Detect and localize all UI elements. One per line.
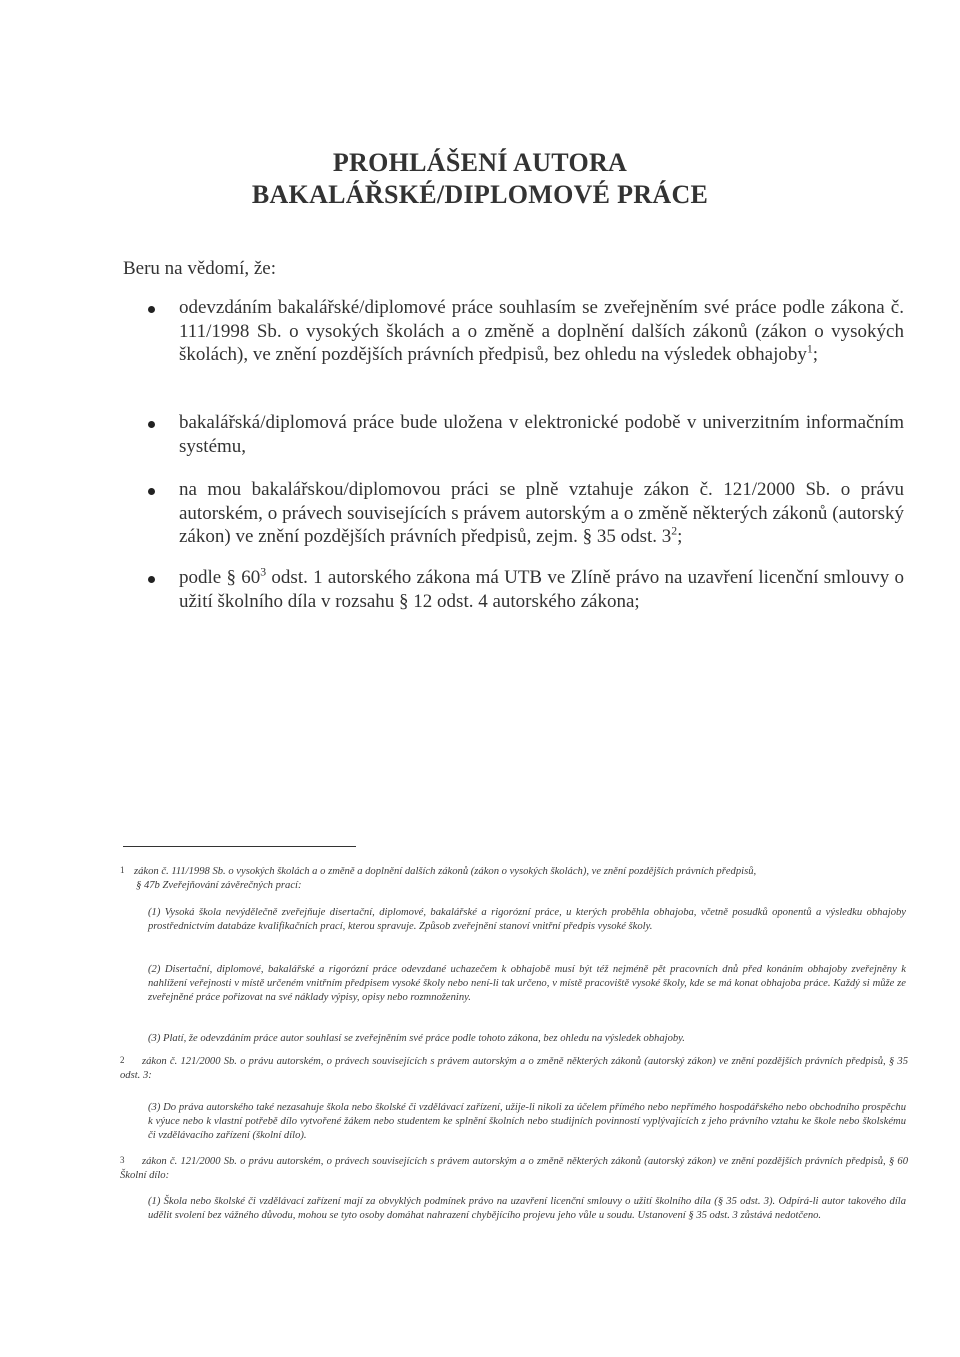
footnote-ref: 3 bbox=[260, 565, 267, 579]
footnote-1-paragraph-3: (3) Platí, že odevzdáním práce autor souhlasí se zveřejněním své práce podle tohoto zákona, bez ohledu na výsledek obhajoby. bbox=[148, 1033, 685, 1044]
bullet-icon bbox=[148, 421, 155, 428]
footnote-3 bbox=[120, 1155, 908, 1183]
footnote-text: zákon č. 121/2000 Sb. o právu autorském, o právech souvisejících s právem autorským a o změně některých zákonů (autorský zákon) ve znění pozdějších právních předpisů, § 60 Školní dílo: bbox=[120, 1156, 908, 1181]
document-title-line-1: PROHLÁŠENÍ AUTORA bbox=[332, 148, 628, 177]
footnote-section-heading: § 47b Zveřejňování závěrečných prací: bbox=[136, 880, 302, 891]
bullet-text: podle § $60^3$ odst. 1 autorského zákona má UTB ve Zlíně právo na uzavření licenční smlouvy o užití školního díla v rozsahu § 12 odst. 4 autorského zákona; bbox=[179, 565, 904, 612]
footnote-number: 2 bbox=[120, 1055, 125, 1065]
footnote-2 bbox=[120, 1055, 908, 1083]
footnote-2-paragraph-3: (3) Do práva autorského také nezasahuje škola nebo školské či vzdělávací zařízení, užije-li nikoli za účelem přímého nebo nepřímého hospodářského nebo obchodního prospěchu k výuce nebo k vlastní potřebě dílo vytvořené žákem nebo studentem ke splnění školních nebo studijních povinností vyplývajících z jeho právního vztahu ke škole nebo školskému či vzdělávacího zařízení (školní dílo). bbox=[148, 1102, 906, 1141]
bullet-text: na mou bakalářskou/diplomovou práci se plně vztahuje zákon č. 121/2000 Sb. o právu autorském, o právech souvisejících s právem autorským a o změně některých zákonů (autorský zákon) ve znění pozdějších právních předpisů, zejm. § 35 odst. $3^2$; bbox=[179, 479, 904, 547]
document-title-line-2: BAKALÁŘSKÉ/DIPLOMOVÉ PRÁCE bbox=[251, 180, 709, 209]
footnote-ref: 2 bbox=[671, 524, 678, 538]
footnote-1-paragraph-1: (1) Vysoká škola nevýdělečně zveřejňuje disertační, diplomové, bakalářské a rigorózní práce, u kterých proběhla obhajoba, včetně posudků oponentů a výsledku obhajoby prostřednictvím databáze kvalifikačních prací, kterou spravuje. Způsob zveřejnění stanoví vnitřní předpis vysoké školy. bbox=[148, 907, 906, 932]
footnote-1-paragraph-2: (2) Disertační, diplomové, bakalářské a rigorózní práce odevzdané uchazečem k obhajobě musí být též nejméně pět pracovních dnů před konáním obhajoby zveřejněny k nahlížení veřejnosti v místě určeném vnitřním předpisem vysoké školy nebo není-li tak určeno, v místě pracoviště vysoké školy, kde se má konat obhajoba práce. Každý si může ze zveřejněné práce pořizovat na své náklady výpisy, opisy nebo rozmnoženiny. bbox=[148, 964, 906, 1003]
footnote-separator bbox=[123, 846, 356, 847]
footnote-number: 1 bbox=[120, 865, 125, 875]
bullet-icon bbox=[148, 576, 155, 583]
intro-text: Beru na vědomí, že: bbox=[123, 258, 277, 279]
bullet-text: bakalářská/diplomová práce bude uložena v elektronické podobě v univerzitním informačním systému, bbox=[179, 412, 904, 457]
footnote-number: 3 bbox=[120, 1155, 125, 1165]
footnote-ref: 1 bbox=[806, 342, 813, 356]
footnote-text: zákon č. 121/2000 Sb. o právu autorském, o právech souvisejících s právem autorským a o změně některých zákonů (autorský zákon) ve znění pozdějších právních předpisů, § 35 odst. 3: bbox=[120, 1056, 908, 1081]
footnote-3-paragraph-1: (1) Škola nebo školské či vzdělávací zařízení mají za obvyklých podmínek právo na uzavření licenční smlouvy o užití školního díla (§ 35 odst. 3). Odpírá-li autor takového díla udělit svolení bez vážného důvodu, mohou se tyto osoby domáhat nahrazení chybějícího projevu jeho vůle u soudu. Ustanovení § 35 odst. 3 zůstává nedotčeno. bbox=[148, 1196, 906, 1221]
footnote-text: zákon č. 111/1998 Sb. o vysokých školách a o změně a doplnění dalších zákonů (zákon o vysokých školách), ve znění pozdějších právních předpisů, bbox=[134, 866, 757, 877]
bullet-icon bbox=[148, 488, 155, 495]
footnote-1 bbox=[120, 865, 910, 893]
bullet-text: odevzdáním bakalářské/diplomové práce souhlasím se zveřejněním své práce podle zákona č. 111/1998 Sb. o vysokých školách a o změně a doplnění dalších zákonů (zákon o vysokých školách), ve znění pozdějších právních předpisů, bez ohledu na výsledek obhajoby$^1$; bbox=[179, 297, 904, 365]
bullet-icon bbox=[148, 306, 155, 313]
